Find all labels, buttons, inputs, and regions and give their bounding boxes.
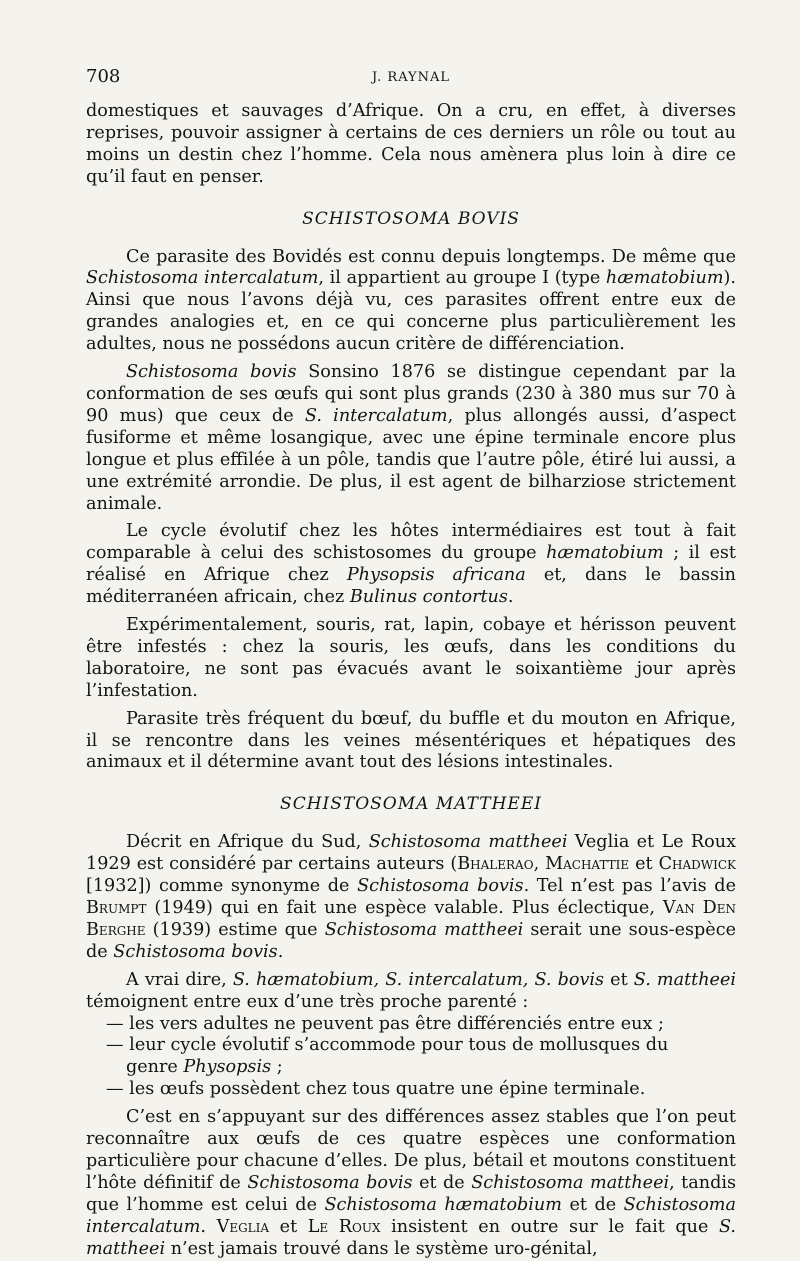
bovis-paragraph-4: Expérimentalement, souris, rat, lapin, cobaye et hérisson peuvent être infestés : chez la souris, les œufs, dans les conditions du laboratoire, ne sont pas évacués avant le soixantième jour après l’infestation. <box>86 615 736 701</box>
intro-paragraph: domestiques et sauvages d’Afrique. On a cru, en effet, à diverses reprises, pouvoir assigner à certains de ces derniers un rôle ou tout au moins un destin chez l’homme. Cela nous amènera plus loin à dire ce qu’il faut en penser. <box>86 101 736 187</box>
list-item: — leur cycle évolutif s’accommode pour tous de mollusques du <box>106 1035 669 1056</box>
mattheei-paragraph-1 <box>86 832 736 963</box>
species-name: Schistosoma mattheei <box>368 832 568 853</box>
bovis-paragraph-5: Parasite très fréquent du bœuf, du buffle et du mouton en Afrique, il se rencontre dans les veines mésentériques et hépatiques des animaux et il détermine avant tout des lésions intestinales. <box>86 708 736 773</box>
text-run: . Tel n’est pas l’avis de <box>523 876 736 897</box>
mattheei-paragraph-2 <box>86 970 736 1014</box>
author-name: Veglia <box>216 1216 270 1237</box>
text-run: et, dans le bassin méditerranéen africain, chez <box>86 565 736 608</box>
mattheei-paragraph-3 <box>86 1107 736 1260</box>
text-run: et de <box>561 1194 624 1215</box>
page <box>86 66 736 1261</box>
species-name: S. mattheei <box>86 1216 737 1259</box>
text-run: n’est jamais trouvé dans le système uro-génital, <box>165 1238 598 1259</box>
list-item-continuation <box>86 1057 736 1079</box>
species-name: hæmatobium <box>605 268 724 289</box>
text-run: Sonsino 1876 se distingue cependant par la conformation de ses œufs qui sont plus grands (230 à 380 mus sur 70 à 90 mus) que ceux de <box>86 362 736 426</box>
text-run: , <box>533 854 546 875</box>
species-name: Schistosoma intercalatum <box>86 268 319 289</box>
text-run: , tandis que l’homme est celui de <box>86 1172 736 1215</box>
species-name: Schistosoma mattheei <box>324 919 524 940</box>
text-run: et <box>604 969 634 990</box>
text-run: (1939) estime que <box>145 919 325 940</box>
list-item: — les vers adultes ne peuvent pas être différenciés entre eux ; <box>106 1013 664 1034</box>
species-name: Schistosoma bovis <box>126 362 297 383</box>
text-run: A vrai dire, <box>126 969 233 990</box>
species-name: Schistosoma bovis <box>247 1172 413 1193</box>
page-number: 708 <box>86 66 121 87</box>
species-name: S. hæmatobium, S. intercalatum, S. bovis <box>232 969 605 990</box>
text-run: Veglia et Le Roux 1929 est considéré par certains auteurs ( <box>86 832 736 875</box>
section-heading-mattheei: SCHISTOSOMA MATTHEEI <box>280 794 542 815</box>
text-run: . <box>507 587 514 608</box>
text-run: . <box>277 941 284 962</box>
species-name: Schistosoma mattheei <box>471 1172 670 1193</box>
text-run: C’est en s’appuyant sur des différences assez stables que l’on peut reconnaître aux œufs de ces quatre espèces une conformation particulière pour chacune d’elles. De plus, bétail et moutons constituent l’hôte définitif de <box>86 1107 736 1193</box>
text-run: serait une sous-espèce de <box>86 919 736 962</box>
text-run: Ce parasite des Bovidés est connu depuis longtemps. De même que <box>126 246 736 267</box>
author-name: Brumpt <box>86 898 147 918</box>
text-run: Le cycle évolutif chez les hôtes intermédiaires est tout à fait comparable à celui des schistosomes du groupe <box>86 521 736 564</box>
species-name: hæmatobium <box>546 543 664 564</box>
bovis-paragraph-3 <box>86 521 736 609</box>
species-name: Physopsis <box>183 1057 272 1078</box>
species-name: Schistosoma hæmatobium <box>324 1194 562 1215</box>
author-name: Chadwick <box>658 854 737 875</box>
text-run: et <box>269 1216 308 1237</box>
species-name: Schistosoma intercalatum <box>86 1194 736 1237</box>
text-run: ). Ainsi que nous l’avons déjà vu, ces parasites offrent entre eux de grandes analogies et, en ce qui concerne plus particulièrement les adultes, nous ne possédons aucun critère de différenciation. <box>86 268 736 355</box>
species-name: S. mattheei <box>633 969 736 990</box>
text-run: , il appartient au groupe I (type <box>318 268 606 289</box>
bovis-paragraph-2 <box>86 362 736 515</box>
text-run: [1932]) comme synonyme de <box>86 876 358 897</box>
text-run: ; <box>271 1057 283 1078</box>
text-run: genre <box>126 1057 184 1078</box>
author-name: Machattie <box>545 854 630 875</box>
running-head <box>86 66 736 90</box>
running-title: J. RAYNAL <box>371 70 451 85</box>
text-run: et de <box>412 1172 472 1193</box>
text-run: ; il est réalisé en Afrique chez <box>86 543 736 586</box>
text-run: et <box>629 854 659 875</box>
species-name: Schistosoma bovis <box>113 941 278 962</box>
bovis-paragraph-1 <box>86 247 736 357</box>
text-run: , plus allongés aussi, d’aspect fusiforme et même losangique, avec une épine terminale encore plus longue et plus effilée à un pôle, tandis que l’autre pôle, étiré lui aussi, a une extrémité arrondie. De plus, il est agent de bilharziose strictement animale. <box>86 405 736 514</box>
text-run: (1949) qui en fait une espèce valable. Plus éclectique, <box>146 898 663 918</box>
author-name: Van Den Berghe <box>86 898 736 940</box>
species-name: S. intercalatum <box>304 405 448 426</box>
author-name: Le Roux <box>307 1216 381 1237</box>
text-run: Décrit en Afrique du Sud, <box>126 832 369 853</box>
author-name: Bhalerao <box>457 854 534 875</box>
species-name: Schistosoma bovis <box>357 876 524 897</box>
text-run: . <box>200 1216 217 1237</box>
list-item: — les œufs possèdent chez tous quatre une épine terminale. <box>106 1079 646 1100</box>
text-run: insistent en outre sur le fait que <box>380 1216 719 1237</box>
text-run: témoignent entre eux d’une très proche parenté : <box>86 991 529 1012</box>
section-heading-bovis: SCHISTOSOMA BOVIS <box>302 208 520 229</box>
article-body <box>86 101 736 1261</box>
species-name: Physopsis africana <box>346 565 526 586</box>
species-name: Bulinus contortus <box>349 587 508 608</box>
